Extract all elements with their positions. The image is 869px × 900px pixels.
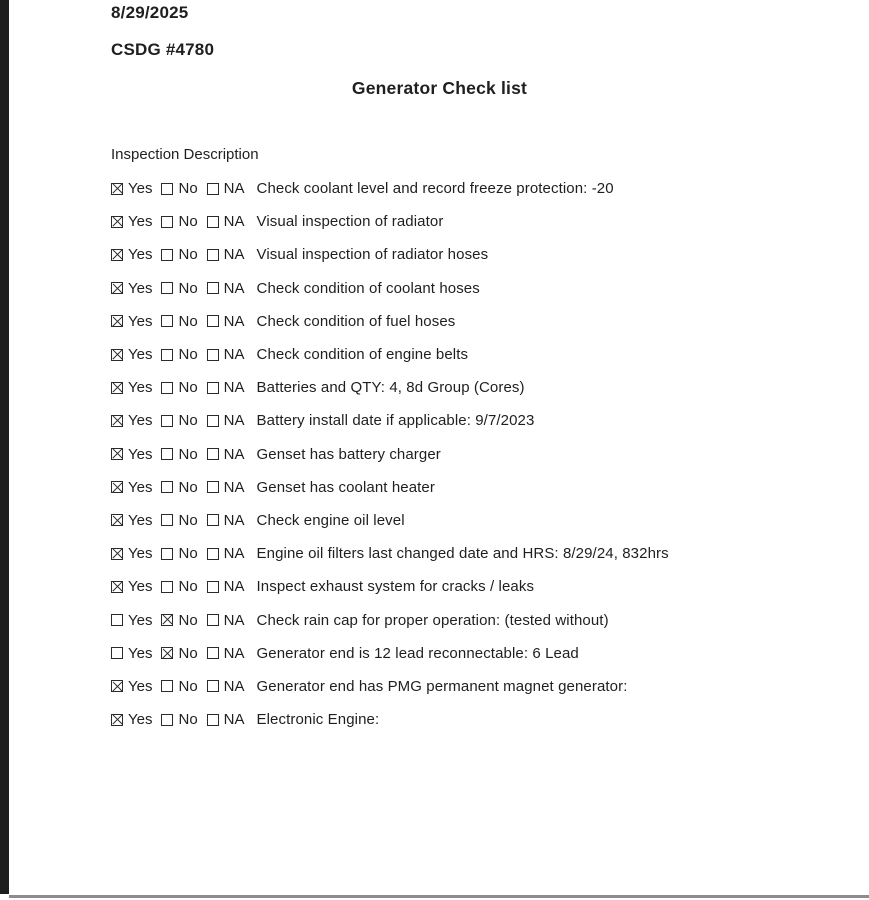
no-label: No [178,677,198,695]
checkbox-yes [111,415,123,427]
checkbox-no [161,481,173,493]
checkbox-yes [111,382,123,394]
no-label: No [178,611,198,629]
checkbox-yes [111,614,123,626]
checkbox-yes [111,514,123,526]
checklist-row [111,205,849,238]
yes-label: Yes [128,611,153,629]
checkbox-yes [111,249,123,261]
na-label: NA [223,578,245,596]
checkbox-no [161,514,173,526]
item-description: Check rain cap for proper operation: (tested without) [256,611,609,629]
checkbox-no [161,315,173,327]
page-bottom-edge [9,895,869,898]
checkbox-na [207,282,219,294]
checkbox-na [207,614,219,626]
checkbox-yes [111,448,123,460]
no-label: No [178,279,198,297]
yes-label: Yes [128,346,153,364]
checkbox-no [161,349,173,361]
checkbox-no [161,216,173,228]
checkbox-yes [111,349,123,361]
yes-label: Yes [128,412,153,430]
checkbox-yes [111,481,123,493]
checkbox-yes [111,647,123,659]
checklist-row [111,404,849,437]
item-description: Visual inspection of radiator hoses [256,246,489,264]
na-label: NA [223,711,245,729]
checkbox-na [207,349,219,361]
no-label: No [178,213,198,231]
checkbox-yes [111,581,123,593]
checkbox-no [161,249,173,261]
item-description: Visual inspection of radiator [256,213,444,231]
checkbox-na [207,481,219,493]
checklist-row [111,272,849,305]
checklist-row [111,338,849,371]
na-label: NA [223,213,245,231]
checkbox-no [161,448,173,460]
no-label: No [178,312,198,330]
checkbox-no [161,714,173,726]
checkbox-yes [111,548,123,560]
checkbox-na [207,315,219,327]
page-left-edge [0,0,9,894]
checklist-row [111,371,849,404]
checkbox-no [161,548,173,560]
item-description: Genset has battery charger [256,445,441,463]
yes-label: Yes [128,312,153,330]
checkbox-no [161,183,173,195]
checklist [111,172,849,736]
yes-label: Yes [128,478,153,496]
item-description: Battery install date if applicable: 9/7/2023 [256,412,535,430]
na-label: NA [223,511,245,529]
no-label: No [178,379,198,397]
checkbox-no [161,581,173,593]
no-label: No [178,545,198,563]
section-label: Inspection Description [111,146,259,163]
no-label: No [178,478,198,496]
yes-label: Yes [128,213,153,231]
yes-label: Yes [128,545,153,563]
na-label: NA [223,545,245,563]
checkbox-no [161,415,173,427]
item-description: Check coolant level and record freeze protection: -20 [256,180,614,198]
checklist-row [111,172,849,205]
checkbox-no [161,382,173,394]
item-description: Generator end has PMG permanent magnet generator: [256,677,628,695]
yes-label: Yes [128,511,153,529]
checkbox-na [207,183,219,195]
item-description: Check condition of fuel hoses [256,312,456,330]
checklist-row [111,238,849,271]
yes-label: Yes [128,180,153,198]
checkbox-no [161,647,173,659]
checkbox-no [161,614,173,626]
checkbox-na [207,548,219,560]
checkbox-yes [111,315,123,327]
checkbox-na [207,382,219,394]
checkbox-yes [111,216,123,228]
checkbox-na [207,647,219,659]
checkbox-yes [111,714,123,726]
na-label: NA [223,611,245,629]
no-label: No [178,180,198,198]
yes-label: Yes [128,279,153,297]
no-label: No [178,644,198,662]
na-label: NA [223,279,245,297]
na-label: NA [223,644,245,662]
na-label: NA [223,312,245,330]
checklist-row [111,670,849,703]
yes-label: Yes [128,677,153,695]
checkbox-yes [111,680,123,692]
checkbox-na [207,415,219,427]
yes-label: Yes [128,578,153,596]
checkbox-no [161,680,173,692]
checkbox-no [161,282,173,294]
checkbox-yes [111,282,123,294]
checklist-row [111,637,849,670]
checklist-row [111,471,849,504]
no-label: No [178,246,198,264]
checkbox-na [207,714,219,726]
checklist-row [111,537,849,570]
yes-label: Yes [128,711,153,729]
page-title: Generator Check list [351,78,528,98]
item-description: Generator end is 12 lead reconnectable: 6 Lead [256,644,579,662]
na-label: NA [223,346,245,364]
checklist-row [111,438,849,471]
checkbox-na [207,581,219,593]
document-date: 8/29/2025 [111,3,189,22]
checkbox-na [207,448,219,460]
item-description: Electronic Engine: [256,711,380,729]
item-description: Inspect exhaust system for cracks / leaks [256,578,535,596]
checklist-row [111,504,849,537]
checklist-row [111,603,849,636]
yes-label: Yes [128,379,153,397]
checklist-row [111,703,849,736]
na-label: NA [223,379,245,397]
item-description: Check condition of coolant hoses [256,279,480,297]
na-label: NA [223,180,245,198]
yes-label: Yes [128,246,153,264]
item-description: Genset has coolant heater [256,478,435,496]
item-description: Check condition of engine belts [256,346,469,364]
checkbox-na [207,680,219,692]
item-description: Batteries and QTY: 4, 8d Group (Cores) [256,379,525,397]
checkbox-na [207,216,219,228]
checkbox-na [207,249,219,261]
na-label: NA [223,412,245,430]
no-label: No [178,578,198,596]
na-label: NA [223,478,245,496]
no-label: No [178,412,198,430]
na-label: NA [223,246,245,264]
item-description: Check engine oil level [256,511,405,529]
no-label: No [178,511,198,529]
na-label: NA [223,677,245,695]
document-number: CSDG #4780 [111,40,215,59]
no-label: No [178,445,198,463]
yes-label: Yes [128,445,153,463]
checkbox-na [207,514,219,526]
checklist-row [111,305,849,338]
na-label: NA [223,445,245,463]
checklist-row [111,570,849,603]
yes-label: Yes [128,644,153,662]
no-label: No [178,711,198,729]
no-label: No [178,346,198,364]
checkbox-yes [111,183,123,195]
item-description: Engine oil filters last changed date and HRS: 8/29/24, 832hrs [256,545,669,563]
